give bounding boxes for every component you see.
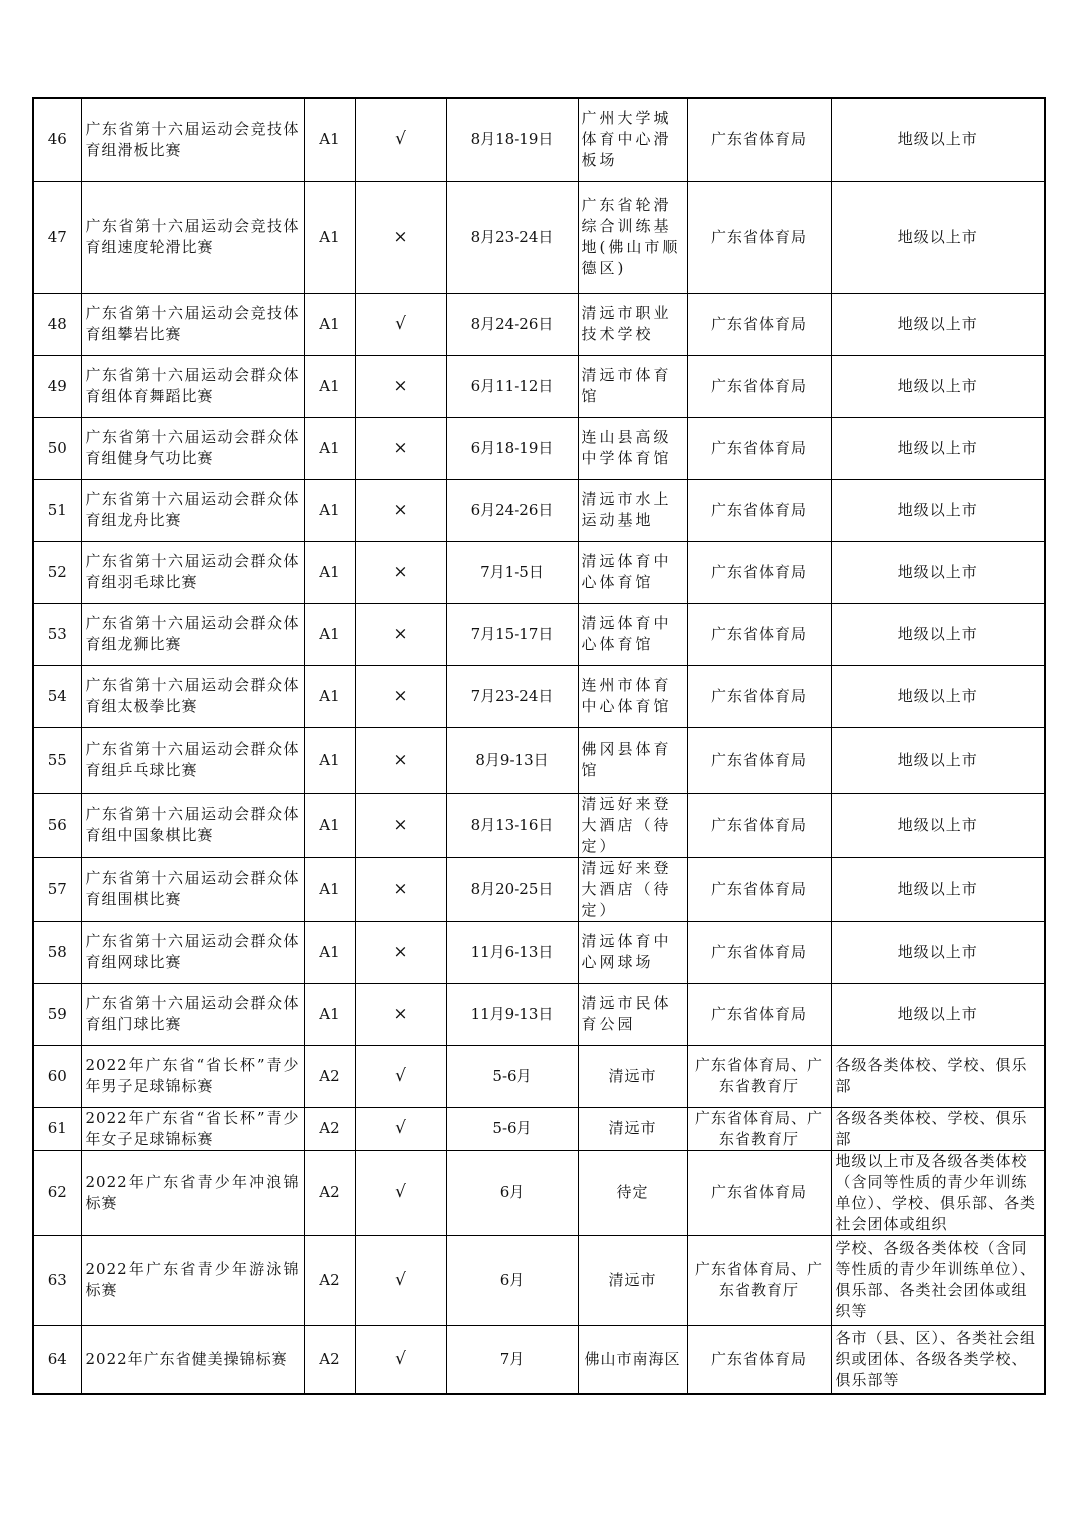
event-level: A1: [304, 857, 355, 921]
event-date: 11月6-13日: [446, 921, 578, 983]
event-name: 广东省第十六届运动会群众体育组围棋比赛: [81, 857, 304, 921]
event-date: 8月24-26日: [446, 293, 578, 355]
mark: ×: [355, 417, 446, 479]
event-organizer: 广东省体育局、广东省教育厅: [687, 1045, 831, 1107]
event-date: 8月23-24日: [446, 181, 578, 293]
event-venue: 连山县高级中学体育馆: [578, 417, 687, 479]
mark: √: [355, 1150, 446, 1235]
table-row: [33, 665, 1045, 727]
event-venue: 清远市: [578, 1045, 687, 1107]
row-number: 49: [33, 355, 81, 417]
event-organizer: 广东省体育局: [687, 417, 831, 479]
event-level: A1: [304, 181, 355, 293]
event-name: 广东省第十六届运动会群众体育组中国象棋比赛: [81, 793, 304, 857]
event-organizer: 广东省体育局: [687, 1150, 831, 1235]
event-date: 8月9-13日: [446, 727, 578, 793]
mark: ×: [355, 857, 446, 921]
row-number: 64: [33, 1325, 81, 1394]
event-organizer: 广东省体育局: [687, 293, 831, 355]
event-venue: 清远市: [578, 1107, 687, 1150]
event-venue: 清远市: [578, 1235, 687, 1325]
participant-scope: 各市（县、区）、各类社会组织或团体、各级各类学校、俱乐部等: [831, 1325, 1045, 1394]
row-number: 58: [33, 921, 81, 983]
participant-scope: 地级以上市: [831, 727, 1045, 793]
event-organizer: 广东省体育局: [687, 1325, 831, 1394]
event-date: 6月24-26日: [446, 479, 578, 541]
event-venue: 待定: [578, 1150, 687, 1235]
row-number: 52: [33, 541, 81, 603]
participant-scope: 地级以上市: [831, 665, 1045, 727]
event-level: A1: [304, 665, 355, 727]
row-number: 50: [33, 417, 81, 479]
event-name: 广东省第十六届运动会群众体育组健身气功比赛: [81, 417, 304, 479]
event-organizer: 广东省体育局: [687, 727, 831, 793]
event-date: 7月: [446, 1325, 578, 1394]
participant-scope: 地级以上市: [831, 181, 1045, 293]
event-level: A1: [304, 793, 355, 857]
event-venue: 广东省轮滑综合训练基地(佛山市顺德区): [578, 181, 687, 293]
event-level: A2: [304, 1325, 355, 1394]
participant-scope: 地级以上市: [831, 355, 1045, 417]
event-venue: 清远体育中心体育馆: [578, 541, 687, 603]
event-organizer: 广东省体育局: [687, 857, 831, 921]
row-number: 59: [33, 983, 81, 1045]
event-level: A1: [304, 417, 355, 479]
event-date: 6月18-19日: [446, 417, 578, 479]
mark: √: [355, 1235, 446, 1325]
event-level: A1: [304, 603, 355, 665]
event-name: 广东省第十六届运动会群众体育组龙舟比赛: [81, 479, 304, 541]
row-number: 57: [33, 857, 81, 921]
participant-scope: 地级以上市: [831, 983, 1045, 1045]
event-name: 广东省第十六届运动会竞技体育组攀岩比赛: [81, 293, 304, 355]
event-organizer: 广东省体育局: [687, 355, 831, 417]
table-row: [33, 727, 1045, 793]
event-venue: 清远市体育馆: [578, 355, 687, 417]
participant-scope: 各级各类体校、学校、俱乐部: [831, 1107, 1045, 1150]
event-name: 2022年广东省“省长杯”青少年女子足球锦标赛: [81, 1107, 304, 1150]
event-venue: 佛冈县体育馆: [578, 727, 687, 793]
event-organizer: 广东省体育局、广东省教育厅: [687, 1235, 831, 1325]
event-venue: 清远好来登大酒店（待定）: [578, 857, 687, 921]
row-number: 56: [33, 793, 81, 857]
table-row: [33, 98, 1045, 181]
event-date: 6月: [446, 1235, 578, 1325]
row-number: 51: [33, 479, 81, 541]
row-number: 48: [33, 293, 81, 355]
table-row: [33, 1150, 1045, 1235]
event-name: 广东省第十六届运动会群众体育组体育舞蹈比赛: [81, 355, 304, 417]
event-date: 8月18-19日: [446, 98, 578, 181]
row-number: 63: [33, 1235, 81, 1325]
event-name: 广东省第十六届运动会竞技体育组滑板比赛: [81, 98, 304, 181]
event-venue: 清远市水上运动基地: [578, 479, 687, 541]
mark: √: [355, 1045, 446, 1107]
participant-scope: 地级以上市: [831, 293, 1045, 355]
event-date: 8月13-16日: [446, 793, 578, 857]
table-row: [33, 603, 1045, 665]
participant-scope: 地级以上市: [831, 98, 1045, 181]
mark: ×: [355, 355, 446, 417]
participant-scope: 地级以上市: [831, 541, 1045, 603]
event-name: 广东省第十六届运动会群众体育组门球比赛: [81, 983, 304, 1045]
event-name: 广东省第十六届运动会竞技体育组速度轮滑比赛: [81, 181, 304, 293]
event-name: 2022年广东省健美操锦标赛: [81, 1325, 304, 1394]
table-row: [33, 181, 1045, 293]
competition-schedule-table: [32, 97, 1046, 1395]
row-number: 62: [33, 1150, 81, 1235]
mark: √: [355, 1107, 446, 1150]
mark: √: [355, 98, 446, 181]
event-venue: 连州市体育中心体育馆: [578, 665, 687, 727]
participant-scope: 地级以上市: [831, 479, 1045, 541]
event-organizer: 广东省体育局: [687, 793, 831, 857]
mark: √: [355, 1325, 446, 1394]
event-organizer: 广东省体育局: [687, 983, 831, 1045]
participant-scope: 地级以上市: [831, 793, 1045, 857]
mark: ×: [355, 603, 446, 665]
participant-scope: 地级以上市: [831, 921, 1045, 983]
row-number: 53: [33, 603, 81, 665]
event-level: A1: [304, 921, 355, 983]
table-row: [33, 857, 1045, 921]
participant-scope: 各级各类体校、学校、俱乐部: [831, 1045, 1045, 1107]
participant-scope: 学校、各级各类体校（含同等性质的青少年训练单位）、俱乐部、各类社会团体或组织等: [831, 1235, 1045, 1325]
event-organizer: 广东省体育局: [687, 921, 831, 983]
mark: ×: [355, 541, 446, 603]
mark: ×: [355, 727, 446, 793]
event-venue: 清远体育中心网球场: [578, 921, 687, 983]
table-row: [33, 293, 1045, 355]
event-date: 7月23-24日: [446, 665, 578, 727]
event-date: 11月9-13日: [446, 983, 578, 1045]
mark: ×: [355, 983, 446, 1045]
event-organizer: 广东省体育局: [687, 541, 831, 603]
event-date: 6月11-12日: [446, 355, 578, 417]
event-name: 广东省第十六届运动会群众体育组太极拳比赛: [81, 665, 304, 727]
event-organizer: 广东省体育局、广东省教育厅: [687, 1107, 831, 1150]
mark: ×: [355, 479, 446, 541]
event-level: A1: [304, 727, 355, 793]
participant-scope: 地级以上市: [831, 417, 1045, 479]
participant-scope: 地级以上市: [831, 857, 1045, 921]
event-organizer: 广东省体育局: [687, 603, 831, 665]
event-level: A1: [304, 541, 355, 603]
event-organizer: 广东省体育局: [687, 98, 831, 181]
mark: √: [355, 293, 446, 355]
table-row: [33, 479, 1045, 541]
event-name: 广东省第十六届运动会群众体育组乒乓球比赛: [81, 727, 304, 793]
row-number: 60: [33, 1045, 81, 1107]
event-venue: 清远市民体育公园: [578, 983, 687, 1045]
event-level: A2: [304, 1045, 355, 1107]
event-level: A1: [304, 983, 355, 1045]
mark: ×: [355, 665, 446, 727]
event-level: A1: [304, 479, 355, 541]
event-level: A2: [304, 1107, 355, 1150]
participant-scope: 地级以上市及各级各类体校（含同等性质的青少年训练单位）、学校、俱乐部、各类社会团体或组织: [831, 1150, 1045, 1235]
event-date: 7月15-17日: [446, 603, 578, 665]
event-name: 广东省第十六届运动会群众体育组龙狮比赛: [81, 603, 304, 665]
row-number: 46: [33, 98, 81, 181]
row-number: 55: [33, 727, 81, 793]
row-number: 61: [33, 1107, 81, 1150]
event-name: 广东省第十六届运动会群众体育组羽毛球比赛: [81, 541, 304, 603]
event-venue: 清远市职业技术学校: [578, 293, 687, 355]
row-number: 54: [33, 665, 81, 727]
table-row: [33, 921, 1045, 983]
table-row: [33, 1045, 1045, 1107]
event-name: 2022年广东省青少年冲浪锦标赛: [81, 1150, 304, 1235]
table-row: [33, 1325, 1045, 1394]
event-date: 7月1-5日: [446, 541, 578, 603]
mark: ×: [355, 793, 446, 857]
event-date: 5-6月: [446, 1045, 578, 1107]
event-venue: 清远体育中心体育馆: [578, 603, 687, 665]
event-venue: 清远好来登大酒店（待定）: [578, 793, 687, 857]
event-organizer: 广东省体育局: [687, 181, 831, 293]
table-row: [33, 417, 1045, 479]
event-level: A2: [304, 1150, 355, 1235]
table-row: [33, 355, 1045, 417]
event-name: 2022年广东省“省长杯”青少年男子足球锦标赛: [81, 1045, 304, 1107]
event-venue: 广州大学城体育中心滑板场: [578, 98, 687, 181]
event-level: A2: [304, 1235, 355, 1325]
event-name: 2022年广东省青少年游泳锦标赛: [81, 1235, 304, 1325]
table-row: [33, 793, 1045, 857]
event-name: 广东省第十六届运动会群众体育组网球比赛: [81, 921, 304, 983]
table-row: [33, 1107, 1045, 1150]
mark: ×: [355, 921, 446, 983]
event-organizer: 广东省体育局: [687, 479, 831, 541]
event-level: A1: [304, 98, 355, 181]
event-level: A1: [304, 355, 355, 417]
event-date: 8月20-25日: [446, 857, 578, 921]
row-number: 47: [33, 181, 81, 293]
event-organizer: 广东省体育局: [687, 665, 831, 727]
table-row: [33, 541, 1045, 603]
participant-scope: 地级以上市: [831, 603, 1045, 665]
event-level: A1: [304, 293, 355, 355]
event-date: 5-6月: [446, 1107, 578, 1150]
event-date: 6月: [446, 1150, 578, 1235]
event-venue: 佛山市南海区: [578, 1325, 687, 1394]
table-row: [33, 1235, 1045, 1325]
mark: ×: [355, 181, 446, 293]
table-row: [33, 983, 1045, 1045]
